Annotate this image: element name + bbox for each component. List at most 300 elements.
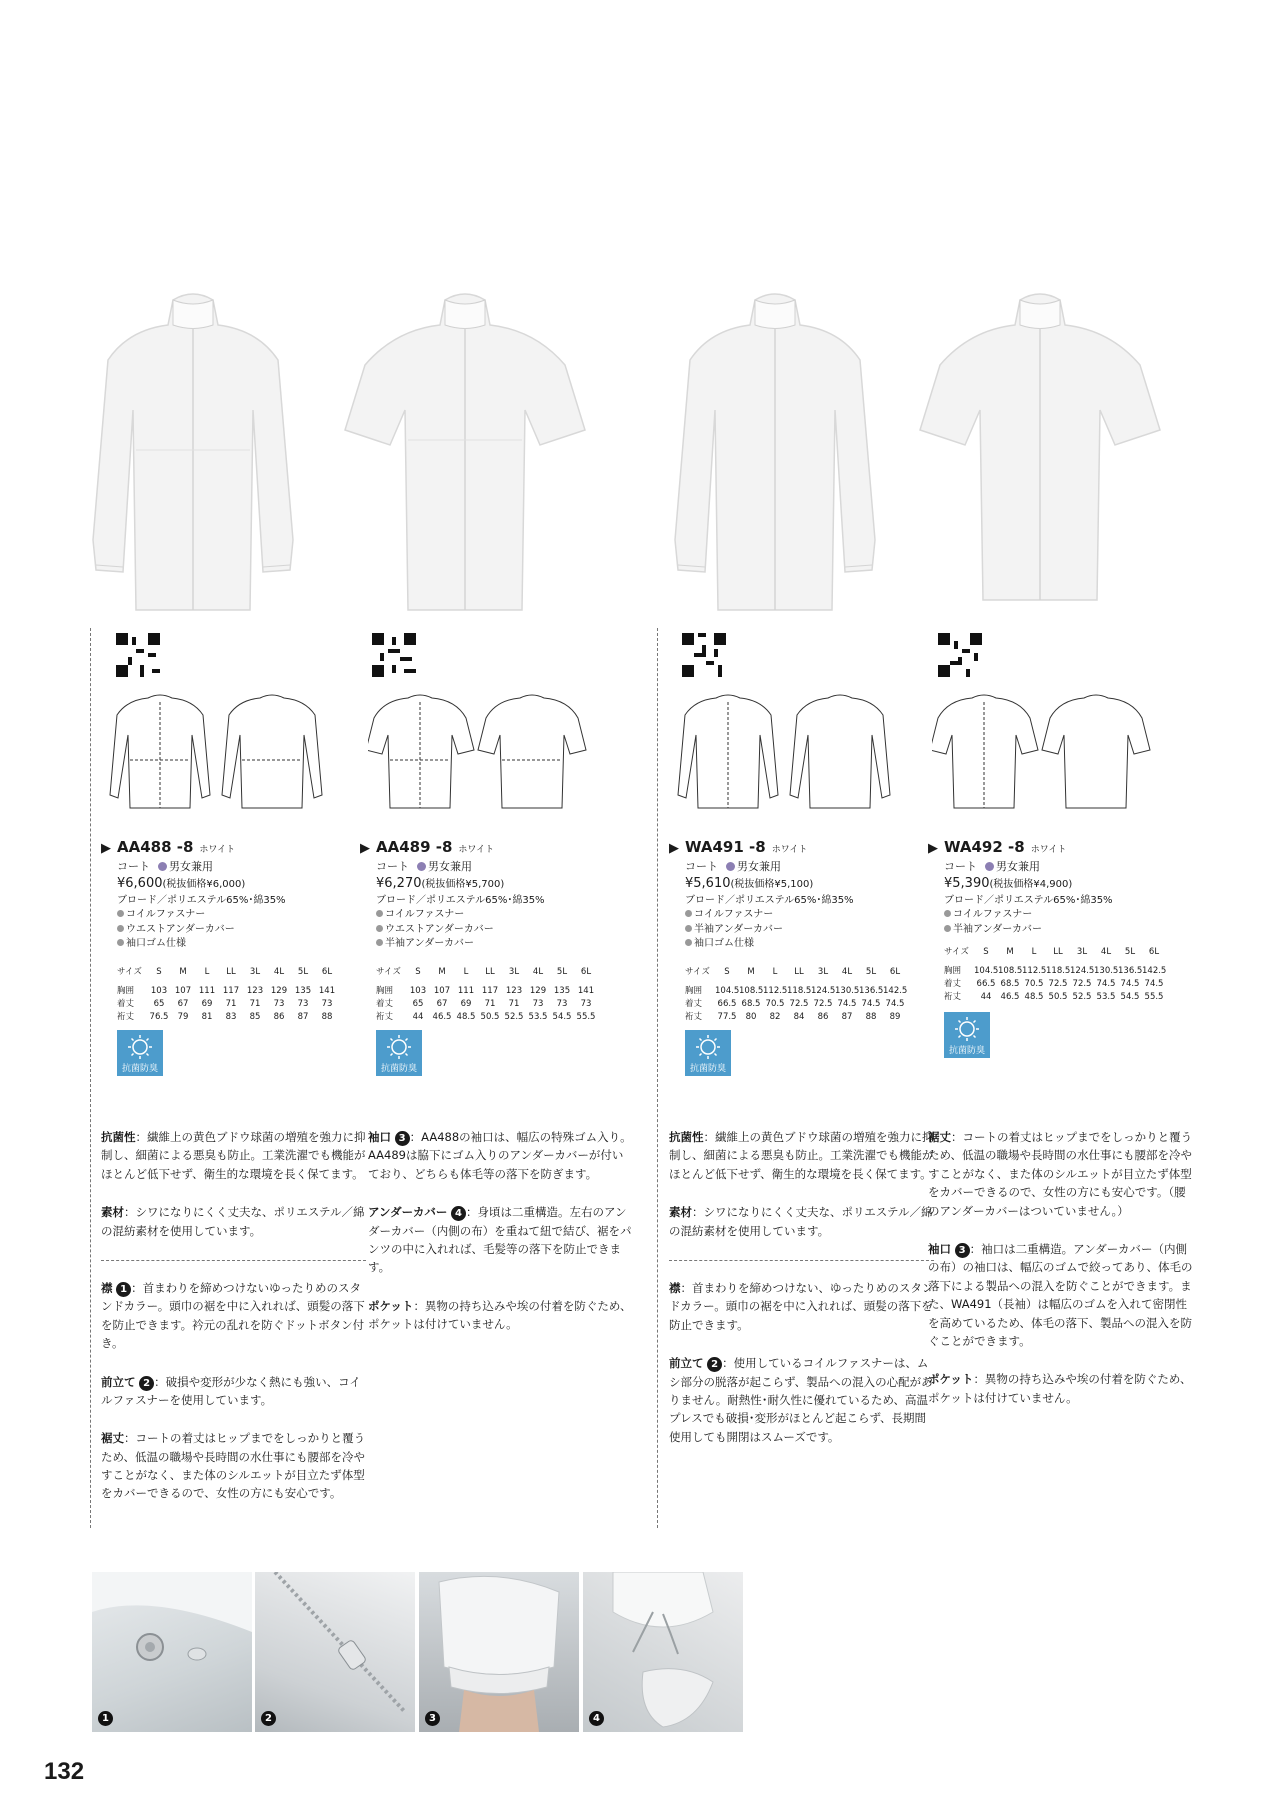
size-cell: 118.5 [1046,966,1071,976]
description-text: ：シワになりにくく丈夫な、ポリエステル／綿の混紡素材を使用しています。 [101,1205,365,1238]
size-cell: 79 [177,1012,189,1022]
product-color: ホワイト [458,845,495,855]
size-cell: 129 [270,986,288,996]
feature-dot-icon [944,925,951,932]
description-text: ：AA488の袖口は、幅広の特殊ゴム入り。AA489は脇下にゴム入りのアンダーカバーが付いており、どちらも体毛等の落下を防ぎます。 [368,1130,632,1181]
size-table-header [117,966,339,979]
size-cell: 3L [817,967,829,977]
product-color: ホワイト [771,845,808,855]
detail-photo-sleeve [419,1572,579,1732]
feature-dot-icon [376,939,383,946]
description-text: ：首まわりを締めつけないゆったりめのスタンドカラー。頭巾の裾を中に入れれば、頭髪の落下を防止できます。衿元の乱れを防ぐドットボタン付き。 [101,1280,365,1351]
product-feature: ウエストアンダーカバー [126,923,235,935]
size-table-row [685,998,907,1011]
antibacterial-badge [117,1030,163,1076]
size-cell: 70.5 [1024,979,1044,989]
gender-dot-icon [158,862,167,871]
description-column-4 [928,1128,1193,1427]
description-paragraph [368,1297,633,1334]
size-row-label: 裄丈 [376,1012,394,1022]
size-cell: 70.5 [765,999,785,1009]
size-cell: 69 [460,999,472,1009]
size-cell: L [463,967,469,977]
size-table-row [117,998,339,1011]
description-paragraph [669,1354,934,1446]
size-row-label: 着丈 [685,999,703,1009]
product-price: ¥5,390 [944,875,990,891]
size-cell: 67 [177,999,189,1009]
flat-drawing-wa492 [932,690,1152,819]
size-cell: 55.5 [576,1012,596,1022]
callout-number: 2 [139,1376,154,1391]
size-cell: 74.5 [861,999,881,1009]
product-feature: コイルファスナー [126,909,206,921]
size-cell: LL [485,967,495,977]
zipper-icon [255,1572,415,1732]
description-paragraph [101,1128,366,1183]
description-heading: 抗菌性 [669,1130,704,1144]
size-cell: 74.5 [1096,979,1116,989]
description-heading: 前立て [101,1374,136,1389]
size-cell: 135 [294,986,312,996]
description-heading: 袖口 [368,1130,391,1144]
size-cell: 71 [484,999,496,1009]
size-cell: 46.5 [1000,992,1020,1002]
product-feature: コイルファスナー [385,909,465,921]
qr-code-wa492[interactable] [938,633,982,677]
arrow-right-icon: ▶ [928,841,938,856]
size-cell: 86 [273,1012,285,1022]
size-table-row [944,991,1166,1004]
flat-drawing-wa491 [676,690,896,819]
antibacterial-icon [695,1034,721,1060]
sleeve-cuff-icon [419,1572,579,1732]
size-cell: 3L [249,967,261,977]
size-cell: 85 [249,1012,261,1022]
product-color: ホワイト [199,845,236,855]
flat-drawing-aa488 [108,690,328,819]
product-feature: コイルファスナー [953,909,1033,921]
product-price-ex-tax: (税抜価格¥5,700) [421,878,505,890]
size-cell: 4L [532,967,544,977]
size-cell: 52.5 [1072,992,1092,1002]
description-heading: 素材 [101,1205,124,1220]
product-code-line [669,837,854,859]
size-cell: 52.5 [504,1012,524,1022]
size-cell: 107 [433,986,451,996]
product-price: ¥5,610 [685,875,731,891]
size-cell: 111 [198,986,216,996]
antibacterial-icon [386,1034,412,1060]
size-cell: 53.5 [528,1012,548,1022]
size-table-row [376,998,598,1011]
size-table-row [944,965,1166,978]
antibacterial-icon [127,1034,153,1060]
coat-photo-aa488 [78,280,308,620]
product-code-line [360,837,545,859]
product-gender: 男女兼用 [996,859,1040,873]
size-cell: 71 [249,999,261,1009]
description-text: ：使用しているコイルファスナーは、ムシ部分の脱落が起こらず、製品への混入の心配がありません。耐熱性･耐久性に優れているため、高温プレスでも破損･変形がほとんど起こらず、長期間使用しても開閉はスムーズです。 [669,1356,933,1444]
column-divider-left [90,628,91,1528]
size-cell: 72.5 [1048,979,1068,989]
product-category: コート [376,859,409,873]
size-row-label: 胸囲 [685,986,703,996]
size-cell: 88 [321,1012,333,1022]
description-heading: ポケット [368,1298,414,1313]
product-code: WA491 -8 [685,838,766,856]
description-paragraph [101,1373,366,1410]
size-cell: 50.5 [1048,992,1068,1002]
description-text: ：首まわりを締めつけない、ゆったりめのスタンドカラー。頭巾の裾を中に入れれば、頭髪の落下を防止できます。 [669,1280,934,1332]
size-cell: 136.5 [1118,966,1143,976]
product-info-wa492 [928,837,1113,937]
product-info-wa491 [669,837,854,952]
size-cell: M [438,967,446,977]
description-paragraph [669,1279,934,1334]
badge-label: 抗菌防臭 [121,1064,158,1074]
size-row-label: 裄丈 [944,992,962,1002]
product-code: AA488 -8 [117,838,194,856]
size-cell: 141 [577,986,595,996]
size-cell: 87 [297,1012,309,1022]
feature-dot-icon [685,910,692,917]
product-info-aa489 [360,837,545,952]
description-heading: 袖口 [928,1241,951,1256]
tie-string-icon [583,1572,743,1732]
size-row-label: サイズ [944,947,969,957]
callout-number: 1 [116,1282,131,1297]
size-table-row [117,1011,339,1024]
product-code: AA489 -8 [376,838,453,856]
size-table-row [685,985,907,998]
description-heading: アンダーカバー [368,1205,448,1220]
size-cell: 124.5 [1070,966,1095,976]
size-cell: 66.5 [717,999,737,1009]
size-cell: 117 [481,986,499,996]
arrow-right-icon: ▶ [101,841,111,856]
gender-dot-icon [985,862,994,871]
size-cell: 136.5 [859,986,884,996]
size-cell: 73 [532,999,544,1009]
antibacterial-badge [944,1012,990,1058]
product-info-aa488 [101,837,286,952]
size-cell: 53.5 [1096,992,1116,1002]
size-cell: LL [794,967,804,977]
badge-label: 抗菌防臭 [380,1064,417,1074]
size-row-label: 裄丈 [685,1012,703,1022]
size-cell: 72.5 [789,999,809,1009]
size-table-aa489 [376,966,598,1024]
size-cell: 65 [412,999,424,1009]
badge-label: 抗菌防臭 [948,1046,985,1056]
size-table-row [944,978,1166,991]
size-cell: 81 [201,1012,213,1022]
size-cell: 107 [174,986,192,996]
size-cell: 76.5 [149,1012,169,1022]
size-cell: 3L [1076,947,1088,957]
size-cell: 48.5 [1024,992,1044,1002]
size-row-label: 胸囲 [117,986,135,996]
product-feature: 半袖アンダーカバー [953,923,1042,935]
product-code-line [101,837,286,859]
photo-number: 2 [261,1711,276,1726]
product-price-ex-tax: (税抜価格¥6,000) [162,878,246,890]
gender-dot-icon [417,862,426,871]
size-cell: 67 [436,999,448,1009]
description-column-3 [669,1128,934,1466]
size-cell: 84 [793,1012,805,1022]
size-row-label: サイズ [117,967,142,977]
description-column-2 [368,1128,633,1354]
description-text: ：破損や変形が少なく熱にも強い、コイルファスナーを使用しています。 [101,1374,361,1407]
product-feature: 半袖アンダーカバー [694,923,783,935]
size-cell: 5L [556,967,568,977]
size-cell: 130.5 [835,986,860,996]
product-color: ホワイト [1030,845,1067,855]
description-heading: 抗菌性 [101,1130,136,1144]
product-price-ex-tax: (税抜価格¥4,900) [989,878,1073,890]
description-text: ：シワになりにくく丈夫な、ポリエステル／綿の混紡素材を使用しています。 [669,1205,933,1238]
product-price: ¥6,600 [117,875,163,891]
callout-number: 2 [707,1357,722,1372]
feature-dot-icon [117,910,124,917]
description-heading: 素材 [669,1205,692,1220]
size-cell: S [983,947,989,957]
page-number: 132 [44,1758,85,1785]
coat-photo-aa489 [340,280,590,620]
product-material: ブロード／ポリエステル65%･綿35% [944,894,1113,906]
flat-drawing-aa489 [368,690,588,819]
size-cell: LL [1053,947,1063,957]
description-paragraph [928,1240,1193,1350]
size-cell: 69 [201,999,213,1009]
qr-code-aa488[interactable] [116,633,160,677]
product-price: ¥6,270 [376,875,422,891]
qr-code-aa489[interactable] [372,633,416,677]
column-divider-middle [657,628,658,1528]
detail-photo-collar [92,1572,252,1732]
size-cell: 54.5 [552,1012,572,1022]
callout-number: 3 [395,1131,410,1146]
size-table-wa492 [944,946,1166,1004]
product-code: WA492 -8 [944,838,1025,856]
size-cell: L [1031,947,1037,957]
antibacterial-icon [954,1016,980,1042]
size-cell: 5L [865,967,877,977]
description-heading: ポケット [928,1372,974,1387]
size-table-row [376,1011,598,1024]
size-cell: 83 [225,1012,237,1022]
description-column-1 [101,1128,366,1523]
size-cell: 4L [1100,947,1112,957]
size-cell: 123 [505,986,523,996]
size-table-row [117,985,339,998]
detail-photo-zipper [255,1572,415,1732]
size-cell: M [1006,947,1014,957]
description-text: ：身頃は二重構造。左右のアンダーカバー（内側の布）を重ねて紐で結び、裾をパンツの中に入れれば、毛髪等の落下を防止できます。 [368,1205,632,1275]
size-cell: 44 [412,1012,424,1022]
description-paragraph [368,1203,633,1277]
description-heading: 裾丈 [928,1130,951,1144]
size-cell: 71 [225,999,237,1009]
size-cell: 54.5 [1120,992,1140,1002]
description-heading: 襟 [669,1280,681,1295]
feature-dot-icon [376,910,383,917]
detail-photo-undercover [583,1572,743,1732]
size-cell: 89 [889,1012,901,1022]
size-cell: 73 [321,999,333,1009]
size-cell: M [747,967,755,977]
size-row-label: 胸囲 [944,966,962,976]
photo-number: 1 [98,1711,113,1726]
description-paragraph [101,1279,366,1353]
section-divider [101,1260,366,1261]
size-cell: LL [226,967,236,977]
size-table-header [685,966,907,979]
size-cell: 71 [508,999,520,1009]
arrow-right-icon: ▶ [360,841,370,856]
size-cell: S [724,967,730,977]
size-cell: 103 [150,986,168,996]
description-paragraph [669,1203,934,1240]
size-cell: L [772,967,778,977]
size-cell: 141 [318,986,336,996]
size-cell: 74.5 [885,999,905,1009]
description-text: ：繊維上の黄色ブドウ球菌の増殖を強力に抑制し、細菌による悪臭も防止。工業洗濯でも機能がほとんど低下せず、衛生的な環境を長く保てます。 [101,1130,366,1181]
size-cell: 135 [553,986,571,996]
description-heading: 襟 [101,1280,113,1295]
size-cell: 74.5 [837,999,857,1009]
size-cell: 130.5 [1094,966,1119,976]
description-text: ：異物の持ち込みや埃の付着を防ぐため、ポケットは付けていません。 [928,1372,1192,1405]
size-row-label: 裄丈 [117,1012,135,1022]
description-heading: 裾丈 [101,1431,124,1446]
size-cell: 72.5 [813,999,833,1009]
size-cell: 73 [580,999,592,1009]
description-text: ：コートの着丈はヒップまでをしっかりと覆うため、低温の職場や長時間の水仕事にも腰部を冷やすことがなく、また体のシルエットが目立たず体型をカバーできるので、女性の方にも安心です。（腰のアンダーカバーはついていません。） [928,1130,1193,1218]
description-paragraph [101,1429,366,1503]
qr-code-wa491[interactable] [682,633,726,677]
description-heading: 前立て [669,1356,704,1371]
feature-dot-icon [117,925,124,932]
size-cell: 77.5 [717,1012,737,1022]
product-gender: 男女兼用 [169,859,213,873]
size-cell: 72.5 [1072,979,1092,989]
description-paragraph [101,1203,366,1240]
size-cell: 142.5 [1142,966,1167,976]
description-paragraph [368,1128,633,1183]
product-feature: ウエストアンダーカバー [385,923,494,935]
size-cell: 123 [246,986,264,996]
gender-dot-icon [726,862,735,871]
size-cell: 5L [297,967,309,977]
product-code-line [928,837,1113,859]
size-cell: 55.5 [1144,992,1164,1002]
size-cell: 129 [529,986,547,996]
size-cell: 117 [222,986,240,996]
size-cell: 68.5 [1000,979,1020,989]
size-cell: 6L [580,967,592,977]
callout-number: 3 [955,1243,970,1258]
badge-label: 抗菌防臭 [689,1064,726,1074]
size-cell: 6L [321,967,333,977]
feature-dot-icon [944,910,951,917]
size-cell: 73 [297,999,309,1009]
description-paragraph [928,1128,1193,1220]
size-cell: 44 [980,992,992,1002]
size-cell: 88 [865,1012,877,1022]
product-feature: コイルファスナー [694,909,774,921]
size-cell: 48.5 [456,1012,476,1022]
size-cell: 124.5 [811,986,836,996]
product-gender: 男女兼用 [428,859,472,873]
size-cell: 3L [508,967,520,977]
size-cell: 4L [841,967,853,977]
feature-dot-icon [376,925,383,932]
size-table-aa488 [117,966,339,1024]
antibacterial-badge [685,1030,731,1076]
description-paragraph [669,1128,934,1183]
section-divider [669,1260,934,1261]
size-cell: S [156,967,162,977]
product-material: ブロード／ポリエステル65%･綿35% [376,894,545,906]
photo-number: 4 [589,1711,604,1726]
size-cell: 82 [769,1012,781,1022]
feature-dot-icon [685,925,692,932]
size-cell: 108.5 [739,986,764,996]
size-cell: 5L [1124,947,1136,957]
size-cell: 104.5 [715,986,740,996]
size-cell: L [204,967,210,977]
product-material: ブロード／ポリエステル65%･綿35% [685,894,854,906]
antibacterial-badge [376,1030,422,1076]
product-feature: 半袖アンダーカバー [385,938,474,950]
size-cell: 111 [457,986,475,996]
size-cell: 103 [409,986,427,996]
description-text: ：袖口は二重構造。アンダーカバー（内側の布）の袖口は、幅広のゴムで絞ってあり、体毛の落下による製品への混入を防ぐことができます。また、WA491（長袖）は幅広のゴムを入れて密閉性を高めているため、体毛の落下、製品への混入を防ぐことができます。 [928,1241,1193,1348]
feature-dot-icon [117,939,124,946]
size-table-row [685,1011,907,1024]
product-category: コート [944,859,977,873]
size-row-label: 着丈 [944,979,962,989]
size-row-label: サイズ [376,967,401,977]
description-text: ：繊維上の黄色ブドウ球菌の増殖を強力に抑制し、細菌による悪臭も防止。工業洗濯でも機能がほとんど低下せず、衛生的な環境を長く保てます。 [669,1130,934,1181]
size-cell: 65 [153,999,165,1009]
photo-number: 3 [425,1711,440,1726]
product-category: コート [685,859,718,873]
product-category: コート [117,859,150,873]
size-table-row [376,985,598,998]
size-cell: S [415,967,421,977]
size-cell: 74.5 [1120,979,1140,989]
product-feature: 袖口ゴム仕様 [694,938,754,950]
description-text: ：異物の持ち込みや埃の付着を防ぐため、ポケットは付けていません。 [368,1298,632,1332]
size-cell: 74.5 [1144,979,1164,989]
coat-photo-wa491 [660,280,890,620]
size-cell: 87 [841,1012,853,1022]
size-cell: 73 [273,999,285,1009]
snap-button-icon [92,1572,252,1732]
size-cell: 68.5 [741,999,761,1009]
feature-dot-icon [685,939,692,946]
product-material: ブロード／ポリエステル65%･綿35% [117,894,286,906]
size-table-header [944,946,1166,959]
size-table-wa491 [685,966,907,1024]
product-price-ex-tax: (税抜価格¥5,100) [730,878,814,890]
arrow-right-icon: ▶ [669,841,679,856]
size-cell: 80 [745,1012,757,1022]
